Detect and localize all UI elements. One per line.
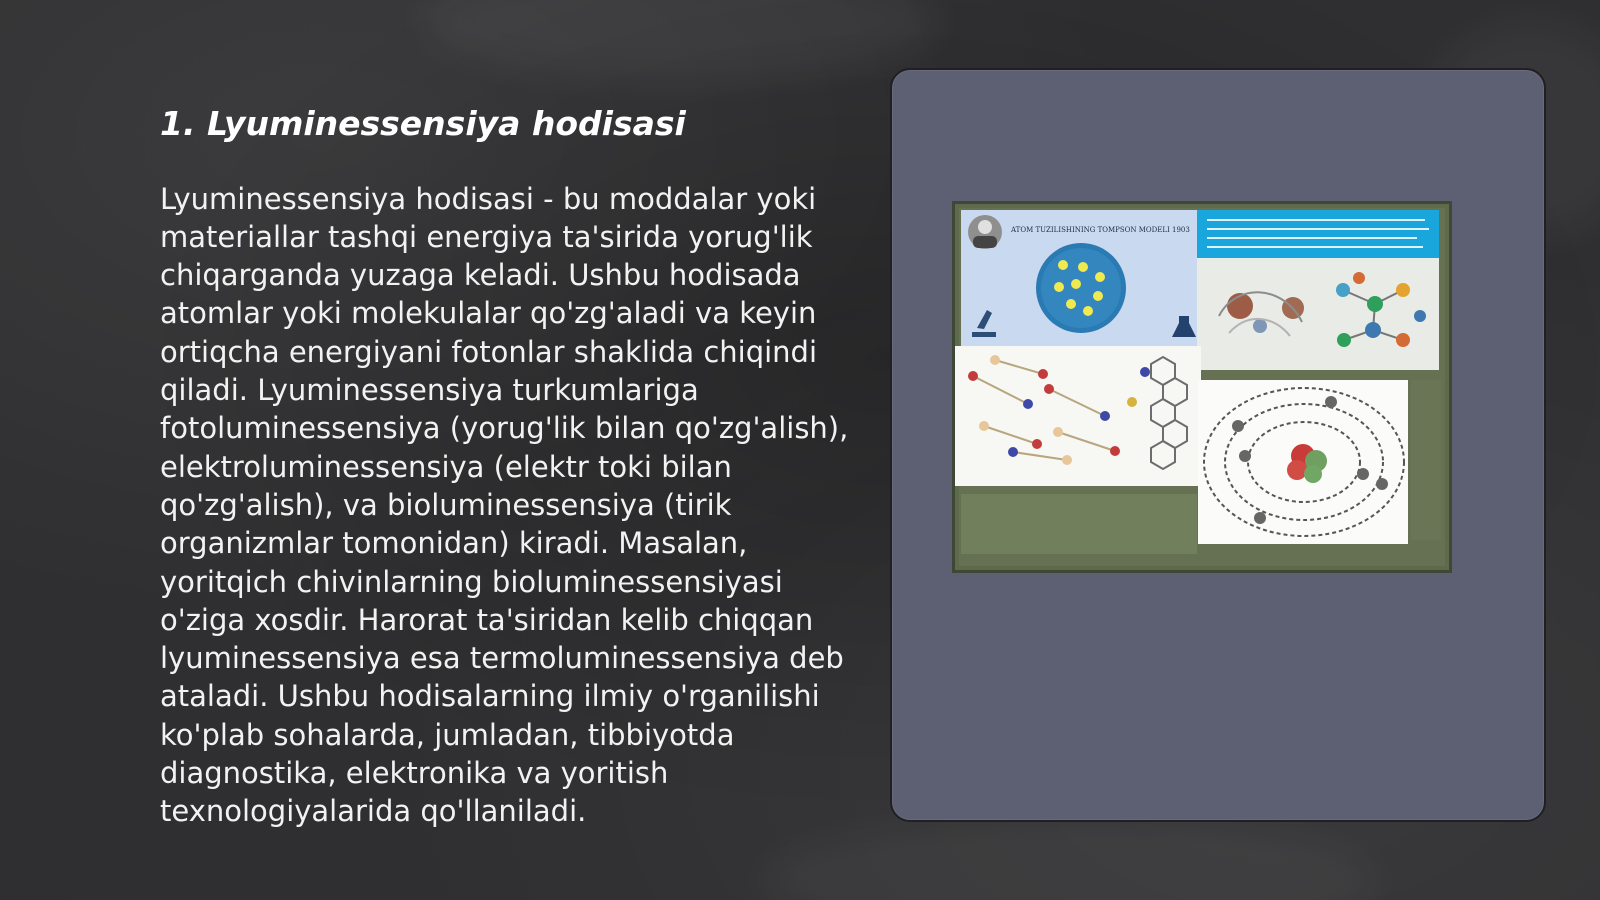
dna-structure-panel: [955, 346, 1201, 486]
text-column: [160, 104, 850, 831]
atom-model-panel: [961, 210, 1197, 346]
collage-graphic: [955, 204, 1449, 570]
slide-title: 1. Lyuminessensiya hodisasi: [160, 104, 686, 143]
science-collage-image: [952, 201, 1452, 573]
slide-body: Lyuminessensiya hodisasi - bu moddalar yoki materiallar tashqi energiya ta'sirida yorug'lik chiqarganda yuzaga keladi. Ushbu hodisada atomlar yoki molekulalar qo'zg'aladi va keyin ortiqcha energiyani fotonlar shaklida chiqindi qiladi. Lyuminessensiya turkumlariga fotoluminessensiya (yorug'lik bilan qo'zg'alish), elektroluminessensiya (elektr toki bilan qo'zg'alish), va bioluminessensiya (tirik organizmlar tomonidan) kiradi. Masalan, yoritqich chivinlarning bioluminessensiyasi o'ziga xosdir. Harorat ta'siridan kelib chiqqan lyuminessensiya esa termoluminessensiya deb ataladi. Ushbu hodisalarning ilmiy o'rganilishi ko'plab sohalarda, jumladan, tibbiyotda diagnostika, elektronika va yoritish texnologiyalarida qo'llaniladi.: [160, 181, 849, 829]
molecule-banner-panel: [1197, 210, 1439, 370]
bohr-atom-panel: [1198, 380, 1408, 544]
image-panel: [890, 68, 1546, 822]
chalk-smudge-top: [420, 0, 940, 80]
chalk-smudge-bottom: [760, 820, 1380, 900]
atom-model-caption: ATOM TUZILISHINING TOMPSON MODELI 1903: [1011, 226, 1190, 234]
